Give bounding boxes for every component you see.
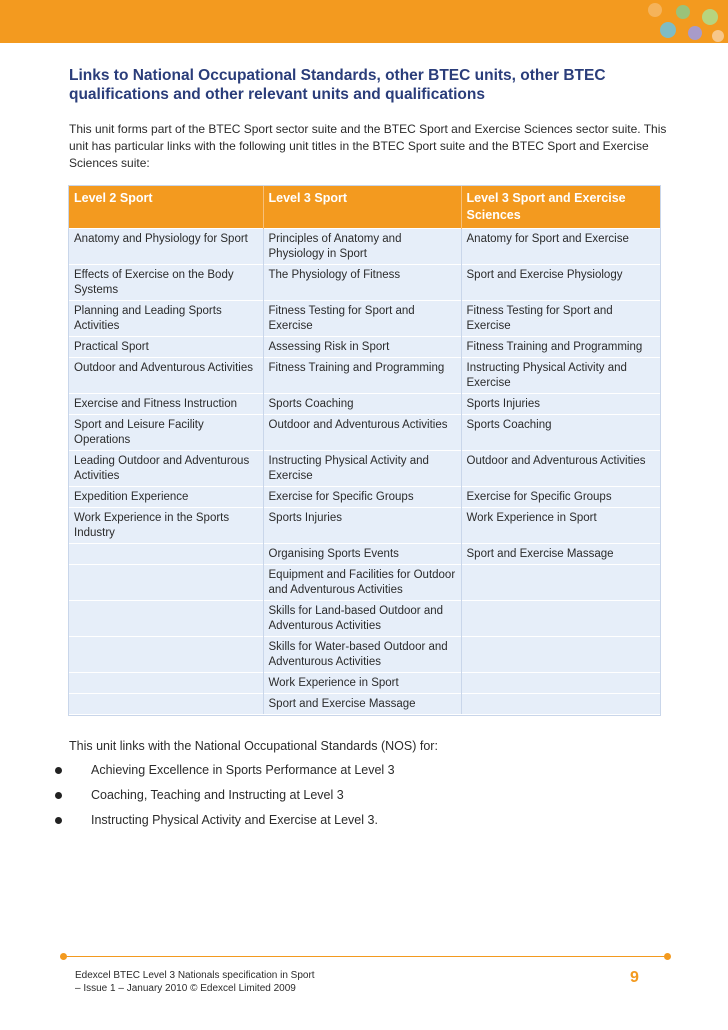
bullet-icon <box>55 792 62 799</box>
bullet-icon <box>55 817 62 824</box>
table-cell: Skills for Land-based Outdoor and Adventurous Activities <box>263 601 461 637</box>
table-cell: Exercise for Specific Groups <box>461 487 660 508</box>
list-item <box>55 762 655 779</box>
nos-list <box>55 762 655 837</box>
table-cell <box>69 637 263 673</box>
table-row <box>69 394 660 415</box>
column-header-level2: Level 2 Sport <box>69 186 263 229</box>
bullet-icon <box>55 767 62 774</box>
table-cell: Sport and Leisure Facility Operations <box>69 415 263 451</box>
table-cell: Practical Sport <box>69 337 263 358</box>
table-cell: Exercise and Fitness Instruction <box>69 394 263 415</box>
intro-paragraph: This unit forms part of the BTEC Sport sector suite and the BTEC Sport and Exercise Sciences sector suite. This unit has particular links with the following unit titles in the BTEC Sport suite and the BTEC Sport and Exercise Sciences suite: <box>69 122 667 170</box>
section-heading: Links to National Occupational Standards, other BTEC units, other BTEC qualifications and other relevant units and qualifications <box>69 67 606 103</box>
footer-line-1: Edexcel BTEC Level 3 Nationals specification in Sport <box>75 970 315 981</box>
table-cell: Outdoor and Adventurous Activities <box>69 358 263 394</box>
table-row <box>69 565 660 601</box>
table-cell <box>69 565 263 601</box>
table-cell: Anatomy and Physiology for Sport <box>69 229 263 265</box>
table-cell: Principles of Anatomy and Physiology in Sport <box>263 229 461 265</box>
table-cell: Instructing Physical Activity and Exercise <box>461 358 660 394</box>
table-cell: Outdoor and Adventurous Activities <box>263 415 461 451</box>
table-row <box>69 415 660 451</box>
column-header-level3: Level 3 Sport <box>263 186 461 229</box>
table-cell: Sport and Exercise Massage <box>461 544 660 565</box>
table-cell: The Physiology of Fitness <box>263 265 461 301</box>
table-row <box>69 637 660 673</box>
table-cell <box>461 637 660 673</box>
list-item <box>55 812 655 829</box>
table-cell: Sport and Exercise Massage <box>263 694 461 715</box>
table-cell: Effects of Exercise on the Body Systems <box>69 265 263 301</box>
footer-line-2: – Issue 1 – January 2010 © Edexcel Limited 2009 <box>75 983 296 994</box>
table-cell: Fitness Testing for Sport and Exercise <box>263 301 461 337</box>
table-cell: Instructing Physical Activity and Exercise <box>263 451 461 487</box>
table-cell: Fitness Testing for Sport and Exercise <box>461 301 660 337</box>
decorative-dot <box>688 26 702 40</box>
footer-text <box>75 969 475 995</box>
decorative-dot <box>676 5 690 19</box>
table-cell: Sports Coaching <box>461 415 660 451</box>
table-row <box>69 508 660 544</box>
table-cell: Fitness Training and Programming <box>461 337 660 358</box>
table-row <box>69 487 660 508</box>
table-cell: Organising Sports Events <box>263 544 461 565</box>
decorative-dot <box>702 9 718 25</box>
table-row <box>69 673 660 694</box>
table-cell <box>461 694 660 715</box>
table-row <box>69 544 660 565</box>
table-cell: Sports Injuries <box>461 394 660 415</box>
decorative-dot <box>660 22 676 38</box>
table-row <box>69 301 660 337</box>
table-cell: Sports Injuries <box>263 508 461 544</box>
table-cell: Anatomy for Sport and Exercise <box>461 229 660 265</box>
table-cell: Expedition Experience <box>69 487 263 508</box>
table-row <box>69 694 660 715</box>
nos-item-text: Achieving Excellence in Sports Performance at Level 3 <box>91 763 395 777</box>
table-cell: Equipment and Facilities for Outdoor and Adventurous Activities <box>263 565 461 601</box>
table-cell <box>461 601 660 637</box>
table-cell: Exercise for Specific Groups <box>263 487 461 508</box>
table-cell: Assessing Risk in Sport <box>263 337 461 358</box>
table-cell <box>69 544 263 565</box>
top-color-band <box>0 0 728 43</box>
table-cell <box>69 601 263 637</box>
table-row <box>69 601 660 637</box>
footer-rule <box>63 956 668 957</box>
decorative-dot <box>712 30 724 42</box>
table-row <box>69 265 660 301</box>
column-header-level3-sciences: Level 3 Sport and Exercise Sciences <box>461 186 660 229</box>
table-cell <box>461 565 660 601</box>
page-number: 9 <box>630 969 639 986</box>
table-cell: Skills for Water-based Outdoor and Adventurous Activities <box>263 637 461 673</box>
table-row <box>69 229 660 265</box>
table-header-row <box>69 186 660 229</box>
nos-intro: This unit links with the National Occupational Standards (NOS) for: <box>69 739 438 753</box>
table-cell: Sport and Exercise Physiology <box>461 265 660 301</box>
nos-item-text: Coaching, Teaching and Instructing at Level 3 <box>91 788 344 802</box>
table-cell: Outdoor and Adventurous Activities <box>461 451 660 487</box>
table-cell: Fitness Training and Programming <box>263 358 461 394</box>
list-item <box>55 787 655 804</box>
table-cell: Leading Outdoor and Adventurous Activities <box>69 451 263 487</box>
footer-dot-right <box>664 953 671 960</box>
table-cell: Work Experience in Sport <box>263 673 461 694</box>
nos-item-text: Instructing Physical Activity and Exercise at Level 3. <box>91 813 378 827</box>
unit-links-table <box>69 186 660 714</box>
table-cell <box>69 673 263 694</box>
table-row <box>69 337 660 358</box>
table-cell: Work Experience in Sport <box>461 508 660 544</box>
table-row <box>69 451 660 487</box>
table-cell: Work Experience in the Sports Industry <box>69 508 263 544</box>
decorative-dot <box>648 3 662 17</box>
table-cell <box>461 673 660 694</box>
table-cell: Planning and Leading Sports Activities <box>69 301 263 337</box>
table-cell <box>69 694 263 715</box>
table-cell: Sports Coaching <box>263 394 461 415</box>
table-row <box>69 358 660 394</box>
